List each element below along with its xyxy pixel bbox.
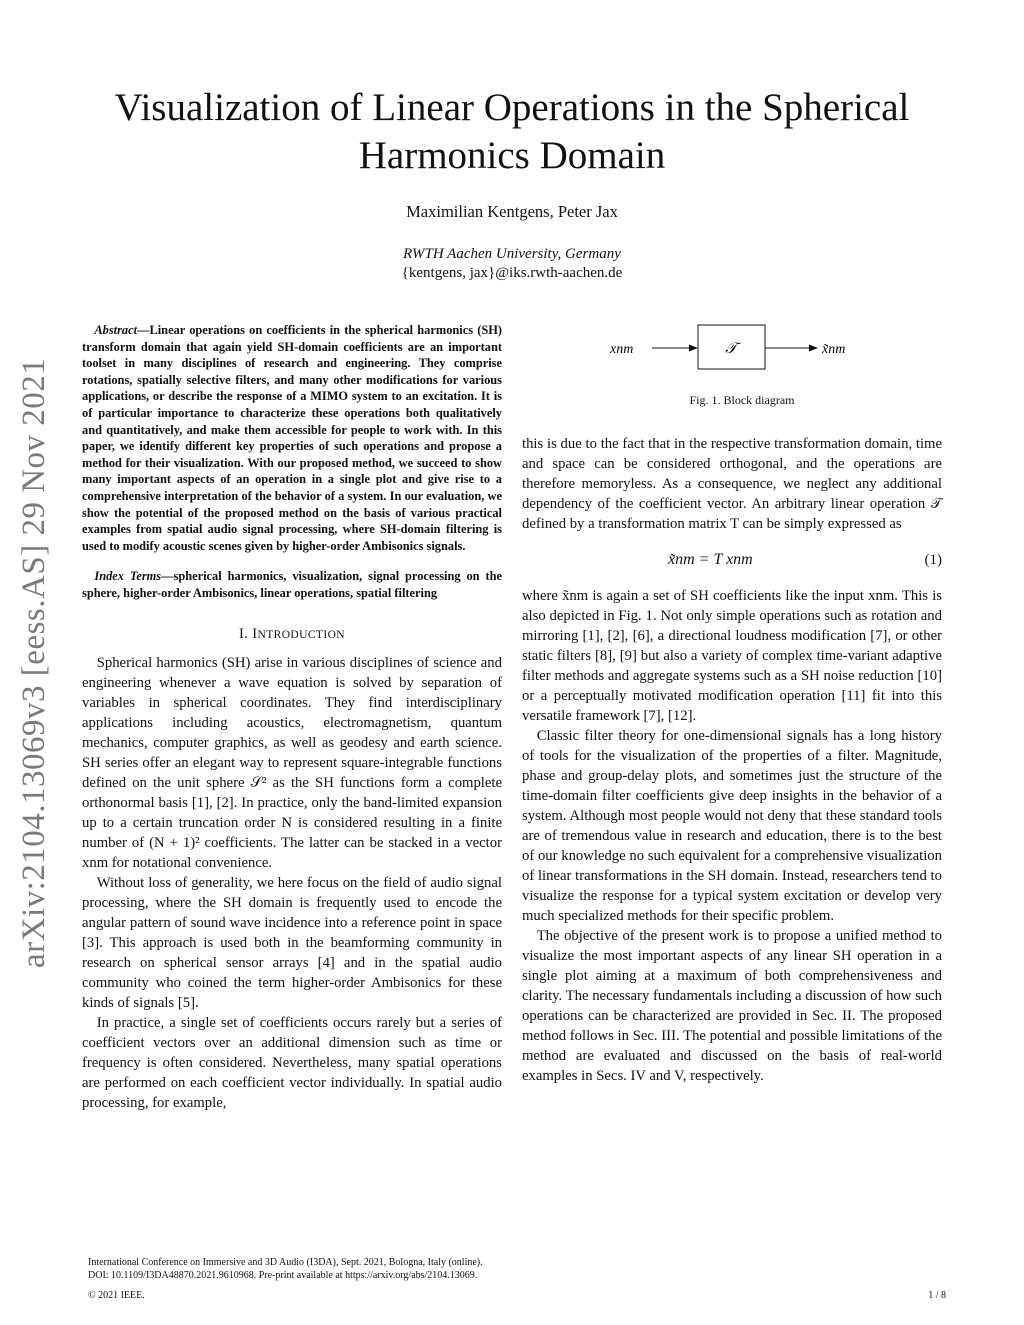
index-terms: [82, 568, 502, 601]
equation-number: (1): [924, 552, 942, 568]
author-emails: {kentgens, jax}@iks.rwth-aachen.de: [401, 265, 623, 281]
section-title-rest: NTRODUCTION: [257, 628, 345, 641]
block-diagram: [522, 322, 962, 386]
abstract-text: —Linear operations on coefficients in the spherical harmonics (SH) transform domain that again yield SH-domain coefficients are an important toolset in many disciplines of research and engineering. They comprise rotations, spatially selective filters, and many other modifications for various applications, or describe the response of a MIMO system to an excitation. It is of particular importance to characterize these operations both qualitatively and quantitatively, and make them accessible for people to work with. In this paper, we identify different key properties of such operations and propose a method for their visualization. With our proposed method, we succeed to show many important aspects of an operation in a single plot and give rise to a comprehensive interpretation of the behavior of a system. In our evaluation, we show the potential of the proposed method on the basis of various practical examples from spatial audio signal processing, where SH-domain filtering is used to modify acoustic scenes given by higher-order Ambisonics signals.: [82, 323, 502, 553]
body-paragraph: Classic filter theory for one-dimensional signals has a long history of tools for the visualization of the properties of a filter. Magnitude, phase and group-delay plots, and sometimes just the structure of the time-domain filter coefficients give deep insights in the behavior of a system. Although most people would not deny that these standard tools are of tremendous value in research and education, there is to the best of our knowledge no such equivalent for a comprehensive visualization of linear transformations in the SH domain. Instead, researchers tend to visualize the response for a typical system excitation or develop very much specialized methods for their specific problem.: [522, 728, 942, 924]
footnote-line: DOI: 10.1109/I3DA48870.2021.9610968. Pre-print available at https://arxiv.org/abs/2104.13069.: [88, 1270, 478, 1281]
copyright-notice: © 2021 IEEE.: [88, 1290, 145, 1301]
arxiv-stamp: arXiv:2104.13069v3 [eess.AS] 29 Nov 2021: [16, 357, 52, 968]
body-paragraph: Spherical harmonics (SH) arise in various disciplines of science and engineering whenever a wave equation is solved by separation of variables in spherical coordinates. They find interdisciplinary applications including acoustics, electromagnetism, quantum mechanics, computer graphics, as well as geodesy and earth science. SH series offer an elegant way to represent square-integrable functions defined on the unit sphere 𝒮² as the SH functions form a complete orthonormal basis [1], [2]. In practice, only the band-limited expansion up to a certain truncation order N is considered resulting in a finite number of (N + 1)² coefficients. The latter can be stacked in a vector xnm for notational convenience.: [82, 654, 502, 871]
affiliation: RWTH Aachen University, Germany: [403, 246, 621, 262]
abstract: [82, 322, 502, 554]
paper-title: Visualization of Linear Operations in the Spherical Harmonics Domain: [114, 86, 910, 177]
body-paragraph: In practice, a single set of coefficients occurs rarely but a series of coefficient vectors over an additional dimension such as time or frequency is often considered. Nevertheless, many spatial operations are performed on each coefficient vector individually. In spatial audio processing, for example,: [82, 1014, 502, 1111]
footnote-conference: [88, 1256, 483, 1282]
left-column: [82, 322, 502, 1113]
diagram-operator-label: 𝒯: [725, 341, 737, 357]
figure-caption: Fig. 1. Block diagram: [689, 393, 795, 407]
abstract-lead: Abstract: [94, 323, 138, 337]
body-paragraph: Without loss of generality, we here focus on the field of audio signal processing, where the SH domain is frequently used to encode the angular pattern of sound wave incidence into a reference point in space [3]. This approach is used both in the beamforming community in research on spherical sensor arrays [4] and in the spatial audio community who coined the term higher-order Ambisonics for these kinds of signals [5].: [82, 874, 502, 1011]
figure-block-diagram: [522, 322, 942, 434]
section-heading-introduction: [82, 624, 502, 645]
equation-1: [522, 542, 942, 580]
right-column: [522, 322, 942, 1086]
footnote-line: International Conference on Immersive and 3D Audio (I3DA), Sept. 2021, Bologna, Italy (online).: [88, 1257, 483, 1268]
index-terms-lead: Index Terms: [94, 569, 162, 584]
diagram-input-arrowhead: [689, 345, 698, 352]
page-number: 1 / 8: [928, 1290, 946, 1301]
section-numeral: I. I: [239, 625, 258, 642]
equation-expression: x̃nm = T xnm: [668, 551, 753, 568]
body-paragraph: The objective of the present work is to propose a unified method to visualize the most important aspects of any linear SH operation in a single plot aiming at a maximum of both comprehensiveness and clarity. The necessary fundamentals including a discussion of how such operations can be characterized are provided in Sec. II. The proposed method follows in Sec. III. The potential and possible limitations of the method are evaluated and discussed on the basis of real-world examples in Secs. IV and V, respectively.: [522, 928, 942, 1084]
author-list: Maximilian Kentgens, Peter Jax: [406, 202, 618, 221]
diagram-output-label: x̃nm: [822, 342, 846, 357]
diagram-output-arrowhead: [809, 345, 818, 352]
index-terms-text: —spherical harmonics, visualization, signal processing on the sphere, higher-order Ambisonics, linear operations, spatial filtering: [82, 569, 502, 600]
body-paragraph: this is due to the fact that in the respective transformation domain, time and space can be considered orthogonal, and the operations are therefore memoryless. As a consequence, we neglect any additional dependency of the coefficient vector. An arbitrary linear operation 𝒯 defined by a transformation matrix T can be simply expressed as: [522, 436, 942, 532]
body-paragraph: where x̃nm is again a set of SH coefficients like the input xnm. This is also depicted in Fig. 1. Not only simple operations such as rotation and mirroring [1], [2], [6], a directional loudness modification [7], or other static filters [8], [9] but also a variety of complex time-variant adaptive filter methods and aggregate systems such as a SH noise reduction [10] or a perceptually motivated modification operation [11] fit into this versatile framework [7], [12].: [522, 588, 942, 724]
diagram-input-label: xnm: [610, 342, 634, 357]
